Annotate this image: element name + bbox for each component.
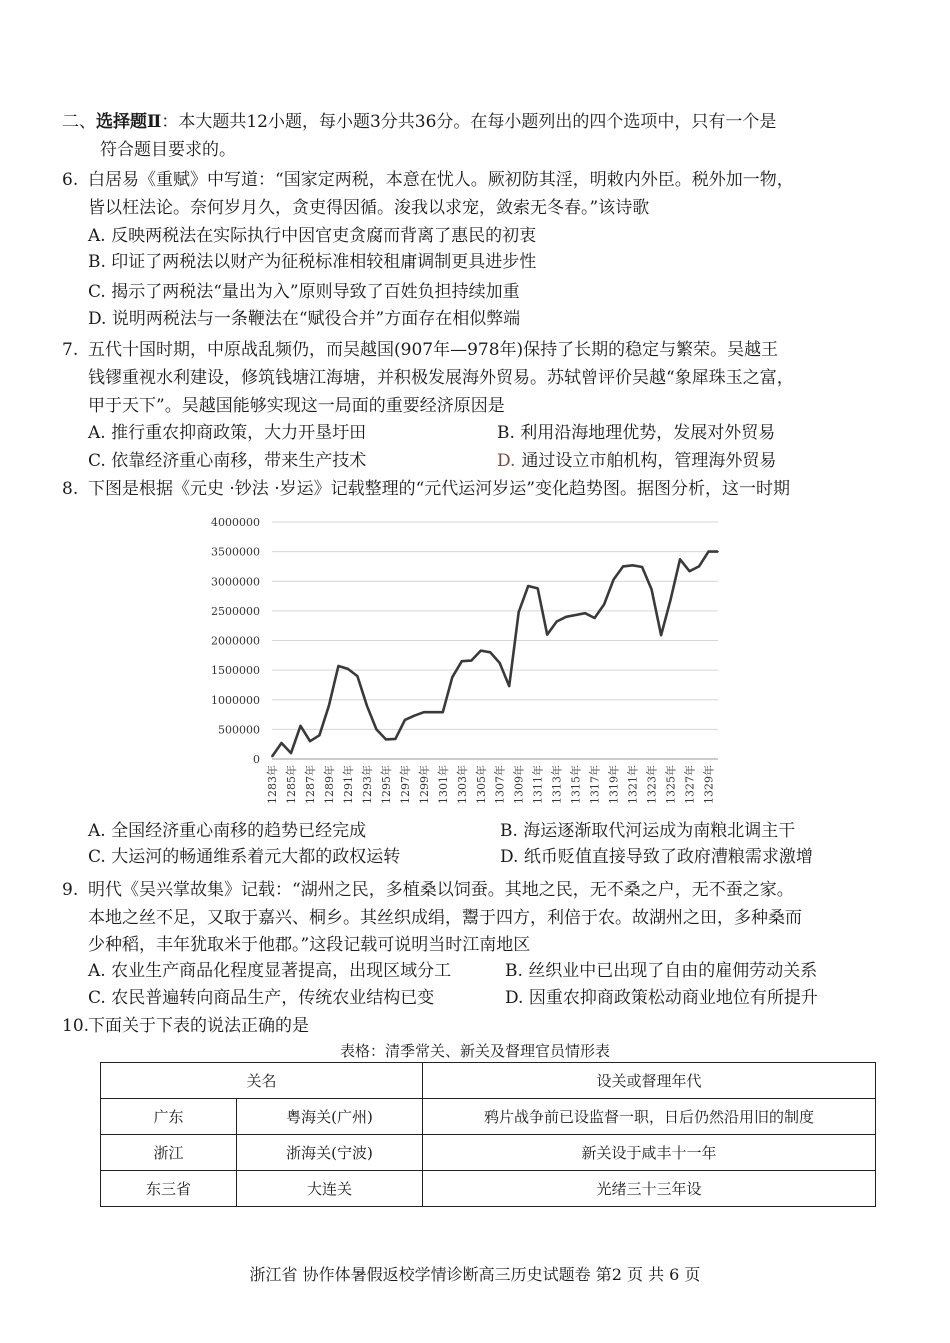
question-number: 6.	[62, 170, 79, 190]
option-7a[interactable]: A. 推行重农抑商政策，大力开垦圩田	[88, 423, 367, 443]
x-tick-label: 1325年	[664, 765, 678, 804]
cell-year: 鸦片战争前已设监督一职，日后仍然沿用旧的制度	[423, 1099, 876, 1135]
question-7-stem-1: 五代十国时期，中原战乱频仍，而吴越国(907年—978年)保持了长期的稳定与繁荣。吴越王	[88, 340, 779, 360]
data-point	[385, 739, 387, 741]
question-6-stem-2: 皆以枉法论。奈何岁月久，贪吏得因循。浚我以求宠，敛索无冬春。”该诗歌	[88, 198, 650, 218]
data-point	[556, 621, 558, 623]
data-point	[622, 566, 624, 568]
data-point	[584, 612, 586, 614]
x-axis-tick-labels	[265, 765, 716, 804]
x-tick-label: 1303年	[455, 765, 469, 804]
header-cell-customs: 关名	[101, 1063, 423, 1099]
x-tick-label: 1289年	[322, 765, 336, 804]
data-point	[423, 711, 425, 713]
x-tick-label: 1315年	[569, 765, 583, 804]
option-7c[interactable]: C. 依靠经济重心南移，带来生产技术	[88, 451, 367, 471]
cell-province: 东三省	[101, 1171, 237, 1207]
option-8b[interactable]: B. 海运逐渐取代河运成为南粮北调主干	[500, 821, 796, 841]
y-tick-label: 3500000	[211, 545, 260, 559]
data-point	[518, 611, 520, 613]
x-tick-label: 1291年	[341, 765, 355, 804]
data-point	[508, 685, 510, 687]
x-tick-label: 1305年	[474, 765, 488, 804]
data-point	[395, 738, 397, 740]
customs-table	[100, 1062, 876, 1207]
x-tick-label: 1297年	[398, 765, 412, 804]
y-tick-label: 1500000	[211, 664, 260, 678]
data-point	[404, 719, 406, 721]
cell-customs: 粤海关(广州)	[237, 1099, 423, 1135]
y-tick-label: 1000000	[211, 693, 260, 707]
page-footer: 浙江省 协作体暑假返校学情诊断高三历史试题卷 第2 页 共 6 页	[249, 1265, 701, 1284]
cell-year: 光绪三十三年设	[423, 1171, 876, 1207]
y-tick-label: 2500000	[211, 604, 260, 618]
option-9a[interactable]: A. 农业生产商品化程度显著提高，出现区域分工	[88, 961, 452, 981]
data-point	[290, 752, 292, 754]
data-point	[537, 588, 539, 590]
data-point	[527, 585, 529, 587]
data-point	[689, 570, 691, 572]
data-point	[366, 705, 368, 707]
table-header-row	[101, 1063, 876, 1099]
series-points	[271, 551, 719, 758]
option-8c[interactable]: C. 大运河的畅通维系着元大都的政权运转	[88, 847, 401, 867]
x-tick-label: 1285年	[284, 765, 298, 804]
header-cell-year: 设关或督理年代	[423, 1063, 876, 1099]
y-tick-label: 2000000	[211, 634, 260, 648]
data-point	[376, 729, 378, 731]
y-tick-label: 500000	[218, 723, 260, 737]
data-point	[461, 660, 463, 662]
x-tick-label: 1313年	[550, 765, 564, 804]
data-point	[651, 589, 653, 591]
question-9-stem-2: 本地之丝不足，又取于嘉兴、桐乡。其丝织成绢，鬻于四方，利倍于农。故湖州之田，多种桑而	[88, 908, 802, 928]
data-point	[575, 614, 577, 616]
table-row	[101, 1171, 876, 1207]
data-point	[338, 665, 340, 667]
x-tick-label: 1287年	[303, 765, 317, 804]
x-tick-label: 1329年	[702, 765, 716, 804]
option-7b[interactable]: B. 利用沿海地理优势，发展对外贸易	[497, 423, 776, 443]
x-tick-label: 1309年	[512, 765, 526, 804]
data-point	[499, 662, 501, 664]
data-point	[717, 551, 719, 553]
y-tick-label: 3000000	[211, 575, 260, 589]
x-tick-label: 1327年	[683, 765, 697, 804]
question-7-stem-2: 钱镠重视水利建设，修筑钱塘江海塘，并积极发展海外贸易。苏轼曾评价吴越“象犀珠玉之富，	[88, 368, 794, 388]
data-point	[613, 579, 615, 581]
data-point	[679, 559, 681, 561]
data-point	[281, 742, 283, 744]
question-9-stem-1: 明代《吴兴掌故集》记载：“湖州之民，多植桑以饲蚕。其地之民，无不桑之户，无不蚕之家。	[88, 880, 794, 900]
question-10-stem-1: 下面关于下表的说法正确的是	[88, 1016, 309, 1036]
question-7-stem-3: 甲于天下”。吴越国能够实现这一局面的重要经济原因是	[88, 396, 505, 416]
data-point	[670, 599, 672, 601]
data-point	[603, 604, 605, 606]
x-tick-label: 1317年	[588, 765, 602, 804]
question-6	[62, 168, 78, 192]
question-7-number: 7.	[62, 340, 79, 360]
x-tick-label: 1295年	[379, 765, 393, 804]
data-point	[319, 735, 321, 737]
data-point	[546, 634, 548, 636]
data-point	[451, 676, 453, 678]
y-tick-label: 4000000	[211, 516, 260, 529]
data-point	[328, 705, 330, 707]
section-title: 选择题Ⅱ	[96, 112, 162, 132]
data-point	[309, 740, 311, 742]
option-6b[interactable]: B. 印证了两税法以财产为征税标准相较租庸调制更具进步性	[88, 252, 537, 272]
question-8-stem-1: 下图是根据《元史 ·钞法 ·岁运》记载整理的“元代运河岁运”变化趋势图。据图分析，这一时期	[88, 479, 790, 499]
line-chart	[200, 508, 740, 808]
x-tick-label: 1311年	[531, 765, 545, 804]
x-tick-label: 1293年	[360, 765, 374, 804]
data-point	[565, 616, 567, 618]
data-point	[347, 668, 349, 670]
data-point	[433, 711, 435, 713]
data-point	[594, 617, 596, 619]
data-point	[698, 566, 700, 568]
data-point	[708, 551, 710, 553]
option-7d[interactable]	[497, 449, 776, 473]
section-header	[62, 110, 776, 134]
data-point	[442, 711, 444, 713]
option-8a[interactable]: A. 全国经济重心南移的趋势已经完成	[88, 821, 367, 841]
data-point	[357, 675, 359, 677]
question-9-number: 9.	[62, 880, 79, 900]
data-point	[489, 652, 491, 654]
x-tick-label: 1323年	[645, 765, 659, 804]
option-8d[interactable]: D. 纸币贬值直接导致了政府漕粮需求激增	[500, 847, 813, 867]
x-tick-label: 1319年	[607, 765, 621, 804]
cell-province: 广东	[101, 1099, 237, 1135]
table-row	[101, 1135, 876, 1171]
data-point	[660, 634, 662, 636]
cell-province: 浙江	[101, 1135, 237, 1171]
table-row	[101, 1099, 876, 1135]
data-point	[414, 715, 416, 717]
y-tick-label: 0	[253, 753, 260, 766]
table-caption: 表格：清季常关、新关及督理官员情形表	[339, 1042, 610, 1060]
option-9c[interactable]: C. 农民普遍转向商品生产，传统农业结构已变	[88, 988, 435, 1008]
question-8-number: 8.	[62, 479, 79, 499]
cell-year: 新关设于咸丰十一年	[423, 1135, 876, 1171]
section-prefix: 二、	[62, 112, 96, 132]
y-axis-tick-labels	[211, 516, 260, 766]
option-6d[interactable]: D. 说明两税法与一条鞭法在“赋役合并”方面存在相似弊端	[88, 309, 521, 329]
x-tick-label: 1301年	[436, 765, 450, 804]
option-9b[interactable]: B. 丝织业中已出现了自由的雇佣劳动关系	[505, 961, 818, 981]
option-text: 通过设立市舶机构，管理海外贸易	[521, 451, 777, 471]
option-letter: D.	[497, 451, 516, 471]
option-6a[interactable]: A. 反映两税法在实际执行中因官吏贪腐而背离了惠民的初衷	[88, 226, 537, 246]
data-point	[641, 566, 643, 568]
data-point	[480, 650, 482, 652]
series-line	[272, 552, 718, 757]
chart-gridlines	[272, 522, 718, 759]
option-9d[interactable]: D. 因重农抑商政策松动商业地位有所提升	[505, 988, 818, 1008]
data-point	[470, 660, 472, 662]
section-desc-2: 符合题目要求的。	[100, 140, 236, 160]
x-tick-label: 1283年	[266, 765, 279, 804]
section-desc: ：本大题共12小题，每小题3分共36分。在每小题列出的四个选项中，只有一个是	[161, 112, 777, 132]
cell-customs: 大连关	[237, 1171, 423, 1207]
question-10-number: 10.	[62, 1016, 90, 1036]
cell-customs: 浙海关(宁波)	[237, 1135, 423, 1171]
x-tick-label: 1307年	[493, 765, 507, 804]
question-6-stem-1: 白居易《重赋》中写道：“国家定两税，本意在忧人。厥初防其淫，明敕内外臣。税外加一物，	[88, 170, 794, 190]
x-tick-label: 1299年	[417, 765, 431, 804]
data-point	[632, 564, 634, 566]
data-point	[300, 725, 302, 727]
question-9-stem-3: 少种稻，丰年犹取米于他郡。”这段记载可说明当时江南地区	[88, 935, 531, 955]
data-point	[271, 756, 273, 758]
option-6c[interactable]: C. 揭示了两税法“量出为入”原则导致了百姓负担持续加重	[88, 282, 520, 302]
x-tick-label: 1321年	[626, 765, 640, 804]
